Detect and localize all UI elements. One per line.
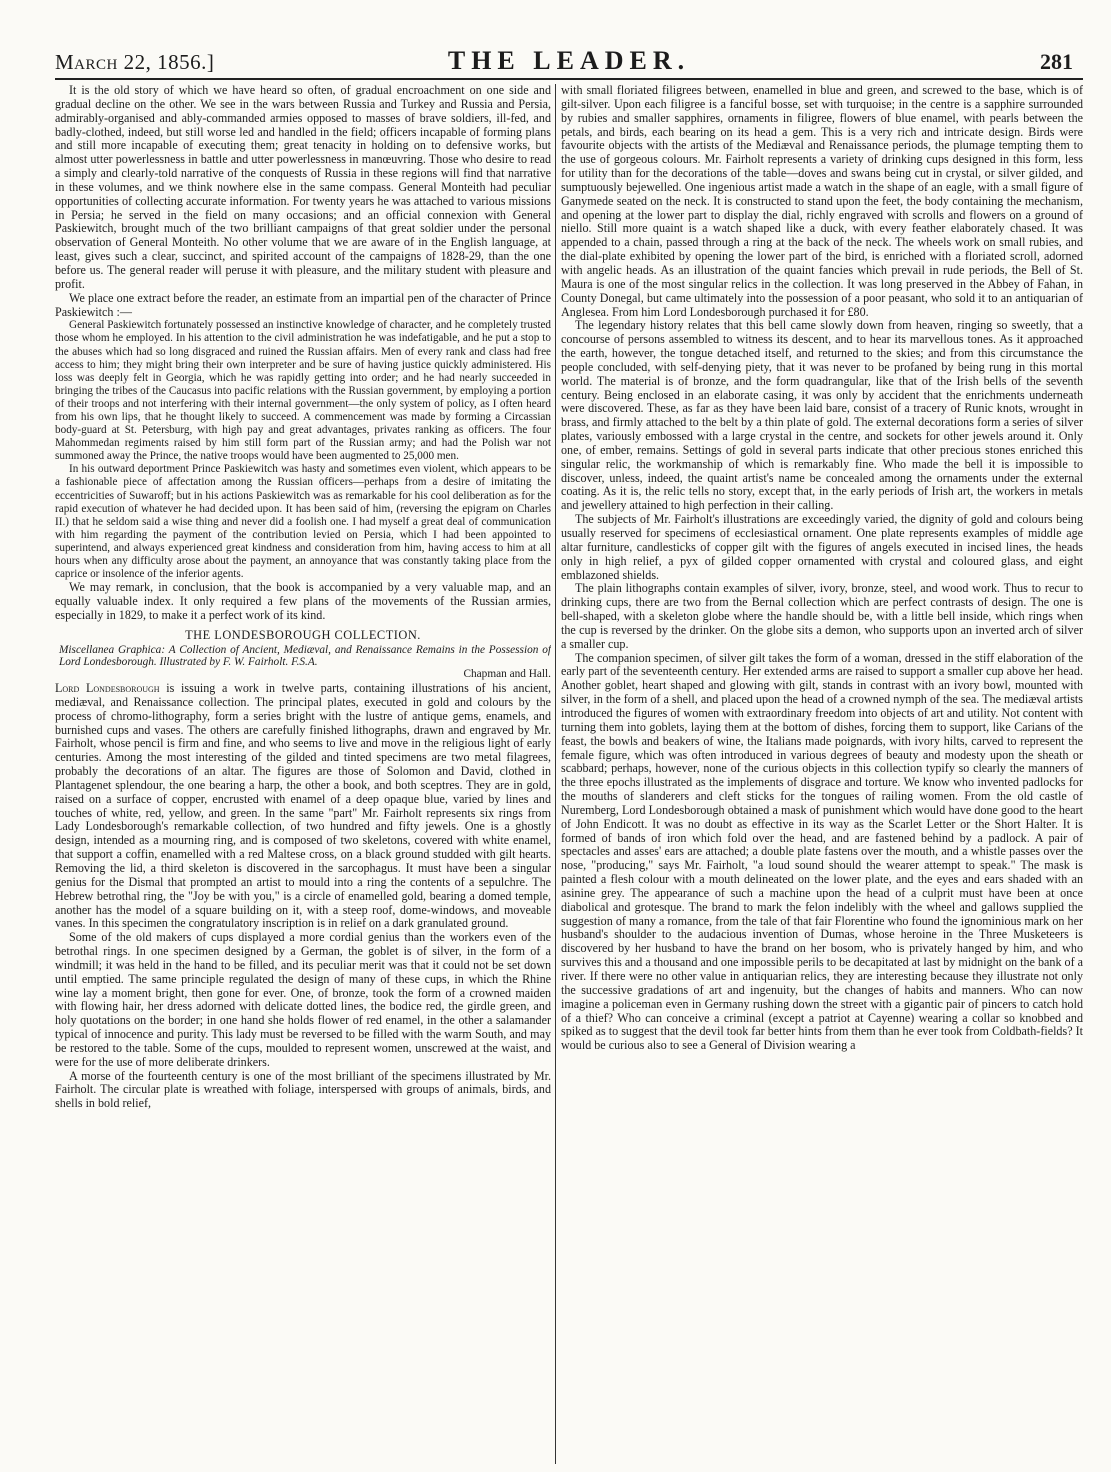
section-heading: THE LONDESBOROUGH COLLECTION.	[185, 627, 421, 642]
quoted-extract: In his outward deportment Prince Paskiewitch was hasty and sometimes even violent, which appears to be a fashionable piece of affectation among the Russian officers—perhaps from a desire of imitating the eccentricities of Suwaroff; but in his actions Paskiewitch was as remarkable for his cool deliberation as for the rapid execution of whatever he had decided upon. It has been said of him, (reversing the epigram on Charles II.) that he seldom said a wise thing and never did a foolish one. I had myself a great deal of communication with him regarding the payment of the contribution levied on Persia, which I had been appointed to superintend, and always experienced great kindness and consideration from him, having access to him at all hours when any difficulty arose about the payment, an annoyance that was constantly taking place from the caprice or insolence of the inferior agents.	[55, 463, 551, 581]
newspaper-title: THE LEADER.	[447, 46, 691, 75]
lead-words: Lord Londesborough	[55, 681, 160, 695]
paragraph: A morse of the fourteenth century is one of the most brilliant of the specimens illustrated by Mr. Fairholt. The circular plate is wreathed with foliage, interspersed with groups of animals, birds, and shells in bold relief,	[55, 1068, 551, 1111]
publisher: Chapman and Hall.	[463, 668, 551, 681]
paragraph: The companion specimen, of silver gilt takes the form of a woman, dressed in the stiff elaboration of the early part of the seventeenth century. Her extended arms are raised to support a smaller cup above her head. Another goblet, heart shaped and glowing with gilt, stands in contrast with an ivory bowl, mounted with silver, in the form of a shell, and placed upon the head of a crowned nymph of the sea. The mediæval artists introduced the figures of women with extraordinary freedom into objects of art and utility. Not content with turning them into goblets, laying them at the bottom of dishes, forcing them to support, like Carians of the feast, the bowls and beakers of wine, the Italians made poignards, with ivory hilts, carved to represent the female figure, which was often introduced in various degrees of beauty and modesty upon the sheath or scabbard; perhaps, however, none of the curious objects in this collection typify so clearly the manners of the three epochs illustrated as the implements of disgrace and torture. We know who invented padlocks for the mouths of slanderers and cleft sticks for the tongues of railing women. From the old castle of Nuremberg, Lord Londesborough obtained a mask of punishment which would have done good to the heart of John Endicott. It was no doubt as effective in its way as the Scarlet Letter or the Short Halter. It is formed of bands of iron which fold over the head, and are fastened behind by a padlock. A pair of spectacles and asses' ears are attached; a double plate fastens over the mouth, and a whistle passes over the nose, "producing," says Mr. Fairholt, "a loud sound should the wearer attempt to speak." The mask is painted a flesh colour with a mouth delineated on the lower plate, and the eyes and ears shaded with an asinine grey. The appearance of such a machine upon the head of a culprit must have been at once diabolical and grotesque. The brand to mark the felon indelibly with the wheel and gallows supplied the suggestion of many a romance, from the tale of that fair Florentine who found the ignominious mark on her husband's shoulder to the audacious invention of Dumas, whose heroine in the Three Musketeers is discovered by her husband to have the brand on her bosom, who is privately hanged by him, and who survives this and a thousand and one impossible perils to be decapitated at last by midnight on the bank of a river. If there were no other value in antiquarian relics, they are interesting because they illustrate not only the successive gradations of art and ingenuity, but the changes of habits and manners. Who can now imagine a policeman even in Germany rushing down the street with a gigantic pair of pincers to catch hold of a thief? Who can conceive a criminal (except a patriot at Cayenne) wearing a collar so knobbed and spiked as to suggest that the devil took far better hints from them than he ever took from Coldbath-fields? It would be curious also to see a General of Division wearing a	[561, 650, 1083, 1053]
paragraph: Some of the old makers of cups displayed a more cordial genius than the workers even of the betrothal rings. In one specimen designed by a German, the goblet is of silver, in the form of a windmill; it was held in the hand to be filled, and its peculiar merit was that it could not be set down until emptied. The same principle regulated the design of many of these cups, in which the Rhine wine lay a moment bright, then gone for ever. One, of bronze, took the form of a crowned maiden with flowing hair, her dress adorned with delicate dotted lines, the bodice red, the girdle green, and holy quotations on the border; in one hand she holds flower of red enamel, in the other a salamander typical of innocence and purity. This lady must be reversed to be filled with the warm South, and may be restored to the table. Some of the cups, moulded to represent women, unscrewed at the waist, and were for the use of more deliberate drinkers.	[55, 930, 551, 1069]
right-column	[561, 84, 1083, 1464]
paragraph	[55, 682, 551, 931]
paragraph-text: is issuing a work in twelve parts, containing illustrations of his ancient, mediæval, and Renaissance collection. The principal plates, executed in gold and colours by the process of chromo-lithography, form a series bright with the lustre of antique gems, enamels, and burnished cups and vases. The others are carefully finished lithographs, drawn and engraved by Mr. Fairholt, whose pencil is firm and fine, and who seems to live and move in the religious light of early centuries. Among the most interesting of the gilded and tinted specimens are two metal filagrees, probably the decorations of an altar. The figures are those of Solomon and David, clothed in Plantagenet splendour, the one bearing a harp, the other a book, and both sceptres. They are in gold, raised on a surface of copper, encrusted with enamel of a deep opaque blue, varied by lines and touches of white, red, yellow, and green. In the same "part" Mr. Fairholt represents six rings from Lady Londesborough's remarkable collection, of two hundred and fifty jewels. One is a ghostly design, intended as a mourning ring, and is composed of two skeletons, covered with white enamel, that support a coffin, enamelled with a red Maltese cross, on a black ground studded with gilt hearts. Removing the lid, a third skeleton is discovered in the sarcophagus. It must have been a singular genius for the Dismal that prompted an artist to mould into a ring the contents of a sepulchre. The Hebrew betrothal ring, the "Joy be with you," is a circle of enamelled gold, bearing a domed temple, another has the model of a square building on it, with a steep roof, dome-windows, and moveable vanes. In this specimen the congratulatory inscription is in relief on a dark granulated ground.	[55, 681, 551, 931]
column-rule	[555, 84, 556, 1464]
quoted-extract: General Paskiewitch fortunately possessed an instinctive knowledge of character, and he completely trusted those whom he employed. In his attention to the civil administration he was indefatigable, and he put a stop to the abuses which had so long disgraced and ruined the Russian affairs. Men of every rank and class had free access to him; they might bring their own interpreter and be sure of having justice quickly administered. His loss was deeply felt in Georgia, which he was rapidly getting into order; and he had nearly succeeded in bringing the tribes of the Caucasus into pacific relations with the Russian government, by employing a portion of their troops and not interfering with their internal government—the only system of policy, as I often heard from his own lips, that he thought likely to succeed. A commencement was made by forming a Circassian body-guard at St. Petersburg, with high pay and great advantages, privates ranking as officers. The four Mahommedan regiments raised by him still form part of the Russian army; and had the Polish war not summoned away the Prince, the native troops would have been augmented to 25,000 men.	[55, 319, 551, 463]
paragraph: It is the old story of which we have heard so often, of gradual encroachment on one side and gradual decline on the other. We see in the wars between Russia and Turkey and Russia and Persia, admirably-organised and ably-commanded armies opposed to masses of brave soldiers, ill-fed, and badly-clothed, indeed, but still worse led and handled in the field; officers incapable of forming plans and still more incapable of executing them; great tenacity in holding on to defensive works, but almost utter powerlessness in battle and utter powerlessness in manœuvring. Those who desire to read a simply and clearly-told narrative of the conquests of Russia in these regions will find that narrative in these volumes, and we think nowhere else in the same compass. General Monteith had peculiar opportunities of collecting accurate information. For twenty years he was attached to various missions in Persia; he served in the field on many occasions; and an official connexion with General Paskiewitch, brought much of the two brilliant campaigns of that great soldier under the personal observation of General Monteith. No other volume that we are aware of in the English language, at least, gives such a clear, succinct, and spirited account of the campaigns of 1828-29, than the one before us. The general reader will peruse it with pleasure, and the military student with pleasure and profit.	[55, 84, 551, 291]
paragraph: The legendary history relates that this bell came slowly down from heaven, ringing so sweetly, that a concourse of persons assembled to witness its descent, and to hear its marvellous tones. As it approached the earth, however, the tongue detached itself, and returned to the skies; and from this circumstance the people concluded, with self-denying piety, that it was never to be profaned by being rung in this mortal world. The material is of bronze, and the form quadrangular, like that of the Irish bells of the seventh century. Being enclosed in an elaborate casing, it was only by accident that the enrichments underneath were discovered. These, as far as they have been laid bare, consist of a tracery of Runic knots, wrought in brass, and firmly attached to the belt by a thin plate of gold. The external decorations form a series of silver plates, variously embossed with a large crystal in the centre, and sockets for other jewels around it. Only one, of ember, remains. Settings of gold in several parts indicate that other precious stones enriched this singular relic, the workmanship of which is remarkably fine. Who made the bell it is impossible to discover, unless, indeed, the quaint artist's name be concealed among the ornaments under the external coating. As it is, the relic tells no story, except that, in the early periods of Irish art, the workers in metals and jewellery attained to high perfection in their calling.	[561, 318, 1083, 513]
left-column	[55, 84, 551, 1464]
page-number: 281	[1040, 49, 1073, 74]
issue-date: March 22, 1856.]	[55, 50, 215, 74]
book-citation: Miscellanea Graphica: A Collection of Ancient, Mediæval, and Renaissance Remains in the Possession of Lord Londesborough. Illustrated by F. W. Fairholt. F.S.A.	[59, 643, 551, 668]
paragraph: The plain lithographs contain examples of silver, ivory, bronze, steel, and wood work. Thus to recur to drinking cups, there are two from the Bernal collection which are perfect contrasts of design. The one is bell-shaped, with a skeleton globe where the handle should be, with a little bell inside, which rings when the cup is reversed by the drinker. On the globe sits a demon, who supports upon an inverted arch of silver a smaller cup.	[561, 581, 1083, 651]
paragraph: The subjects of Mr. Fairholt's illustrations are exceedingly varied, the dignity of gold and colours being usually reserved for specimens of ecclesiastical ornament. One plate represents examples of middle age altar furniture, candlesticks of copper gilt with the figures of angels executed in incised lines, the heads only in high relief, a pyx of gilded copper ornamented with crystal and coloured glass, and eight emblazoned shields.	[561, 512, 1083, 582]
paragraph: We may remark, in conclusion, that the book is accompanied by a very valuable map, and an equally valuable index. It only required a few plans of the movements of the Russian armies, especially in 1829, to make it a perfect work of its kind.	[55, 580, 551, 622]
paragraph: We place one extract before the reader, an estimate from an impartial pen of the character of Prince Paskiewitch :—	[55, 290, 551, 319]
paragraph: with small floriated filigrees between, enamelled in blue and green, and screwed to the base, which is of gilt-silver. Upon each filigree is a fanciful bosse, set with turquoise; in the centre is a sapphire surrounded by rubies and smaller sapphires, ornaments in filigree, flowers of blue enamel, with pearls between the petals, and birds, each bearing on its head a gem. This is a very rich and intricate design. Birds were favourite objects with the artists of the Mediæval and Renaissance periods, the plumage tempting them to the use of gorgeous colours. Mr. Fairholt represents a variety of drinking cups designed in this form, less for utility than for the decorations of the table—doves and swans being cut in crystal, or silver gilded, and sumptuously bejewelled. One ingenious artist made a watch in the shape of an eagle, with a small figure of Ganymede seated on the neck. It is constructed to stand upon the feet, the body containing the mechanism, and opening at the lower part to display the dial, richly engraved with scrolls and flowers on a ground of niello. Still more quaint is a watch shaped like a duck, with every feather elaborately chased. It was appended to a chain, passed through a ring at the back of the neck. The wheels work on small rubies, and the dial-plate exhibited by opening the lower part of the bird, is enriched with a floriated scroll, adorned with angelic heads. As an illustration of the quaint fancies which prevail in rude periods, the Bell of St. Maura is one of the most singular relics in the collection. It was long preserved in the Abbey of Fahan, in County Donegal, but came ultimately into the possession of a poor peasant, who sold it to an antiquarian of Anglesea. From him Lord Londesborough purchased it for £80.	[561, 84, 1083, 319]
masthead	[55, 44, 1083, 80]
